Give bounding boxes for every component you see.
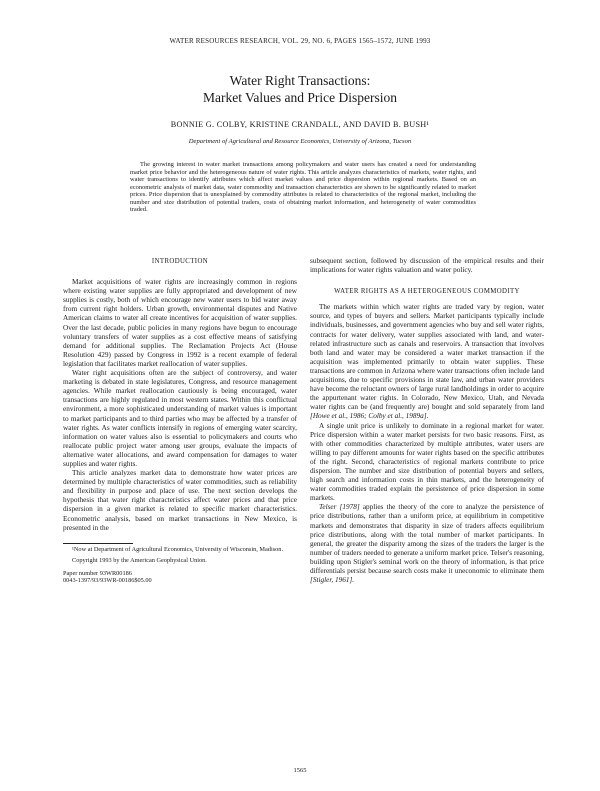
title-line-2: Market Values and Price Dispersion — [203, 90, 397, 105]
title-line-1: Water Right Transactions: — [229, 73, 371, 88]
abstract-text: The growing interest in water market transactions among policymakers and water users has created a need for understanding market price behavior and the heterogeneous nature of water rights. This article analyzes characteristics of markets, water rights, and water transactions to identify attributes which affect market values and price dispersion within regional markets. Based on an econometric analysis of market data, water commodity and transaction characteristics are shown to be significantly related to market prices. Price dispersion that is unexplained by commodity attributes is related to characteristics of the regional market, including the number and size distribution of potential traders, costs of obtaining market information, and heterogeneity of water commodities traded. — [130, 161, 476, 214]
footnote-rule — [63, 543, 133, 544]
footnote-spacer — [63, 533, 297, 539]
abstract — [130, 161, 476, 214]
intro-paragraph-3: This article analyzes market data to demonstrate how water prices are determined by multiple characteristics of water commodities, such as reliability and flexibility in purpose and place of use. The next section develops the hypothesis that water right characteristics affect water prices and that price dispersion in a given market is related to specific market characteristics. Econometric analysis, based on market transactions in New Mexico, is presented in the — [63, 469, 297, 532]
author-affiliation: Department of Agricultural and Resource Economics, University of Arizona, Tucson — [188, 138, 412, 145]
left-column — [63, 257, 297, 584]
commodity-paragraph-2: A single unit price is unlikely to dominate in a regional market for water. Price dispersion within a water market persists for two basic reasons. First, as with other commodities characterized by multiple attributes, water users are willing to pay different amounts for water rights based on the specific attributes of the right. Second, characteristics of regional markets contribute to price dispersion. The number and size distribution of potential buyers and sellers, high search and information costs in thin markets, and the heterogeneity of water commodities traded explain the persistence of price dispersion in some markets. — [310, 421, 544, 503]
page-number: 1565 — [293, 767, 307, 774]
commodity-paragraph-1-text: The markets within which water rights are traded vary by region, water source, and types of buyers and sellers. Market participants typically include individuals, businesses, and government agencies who buy and sell water rights, contracts for water delivery, water supplies associated with land, and water-related infrastructure such as canals and reservoirs. A transaction that involves both land and water may be considered a water market transaction if the acquisition was implemented primarily to obtain water supplies. These transactions are common in Arizona where water transactions often include land acquisitions, due to specific provisions in state law, and urban water providers have become the reluctant owners of large rural landholdings in order to acquire the appurtenant water rights. In Colorado, New Mexico, Utah, and Nevada water rights can be (and frequently are) bought and sold separately from land — [310, 303, 544, 412]
commodity-paragraph-1 — [310, 303, 544, 421]
article-title — [0, 72, 600, 106]
intro-continuation: subsequent section, followed by discussion of the empirical results and their implications for water rights valuation and water policy. — [310, 257, 544, 275]
paper-number: Paper number 93WR00186 — [63, 569, 132, 577]
section-heading-introduction: INTRODUCTION — [151, 258, 209, 265]
issn-code: 0043-1397/93/93WR-00186$05.00 — [63, 576, 152, 584]
citation-howe-colby: [Howe et al., 1986; Colby et al., 1989a]. — [310, 412, 429, 421]
running-head: WATER RESOURCES RESEARCH, VOL. 29, NO. 6, PAGES 1565–1572, JUNE 1993 — [169, 37, 431, 45]
intro-paragraph-2: Water right acquisitions often are the subject of controversy, and water marketing is debated in state legislatures, Congress, and resource management agencies. While market reallocation cautiously is being encouraged, water transactions are highly regulated in most western states. Within this conflictual environment, a more sophisticated understanding of market values is important to market participants and to third parties who may be affected by a transfer of water rights. As water conflicts intensify in regions of emerging water scarcity, information on water values also is essential to policymakers and courts who reallocate public project water among user groups, evaluate the impacts of alternative water allocations, and award compensation for damages to water supplies and water rights. — [63, 369, 297, 468]
commodity-paragraph-3 — [310, 503, 544, 585]
intro-paragraph-1: Market acquisitions of water rights are increasingly common in regions where existing water supplies are fully appropriated and development of new supplies is costly, both of which encourage new water users to bid water away from current right holders. Urban growth, environmental disputes and Native American claims to water all create incentives for acquisition of water supplies. Over the last decade, public policies in many regions have begun to encourage voluntary transfers of water supplies as a cost effective means of satisfying demand for additional supplies. The Reclamation Projects Act (House Resolution 429) passed by Congress in 1992 is a recent example of federal legislation that facilitates market reallocation of water supplies. — [63, 278, 297, 368]
copyright-notice: Copyright 1993 by the American Geophysical Union. — [72, 557, 207, 565]
author-footnote: ¹Now at Department of Agricultural Economics, University of Wisconsin, Madison. — [72, 545, 284, 553]
right-column — [310, 257, 544, 585]
citation-stigler: [Stigler, 1961]. — [310, 576, 355, 585]
section-heading-heterogeneous-commodity: WATER RIGHTS AS A HETEROGENEOUS COMMODITY — [334, 288, 520, 296]
paper-metadata — [63, 570, 297, 584]
commodity-paragraph-3-text: applies the theory of the core to analyze the persistence of price distributions, rather than a uniform price, at equilibrium in competitive markets and demonstrates that disparity in size of traders affects equilibrium price distributions, along with the total number of market participants. In general, the greater the disparity among the sizes of the traders the larger is the number of traders needed to generate a uniform market price. Telser's reasoning, building upon Stigler's seminal work on the theory of information, is that price differentials persist because search costs make it uneconomic to eliminate them — [310, 503, 545, 575]
author-list: BONNIE G. COLBY, KRISTINE CRANDALL, AND DAVID B. BUSH¹ — [170, 120, 430, 129]
citation-telser: Telser [1978] — [319, 503, 360, 512]
